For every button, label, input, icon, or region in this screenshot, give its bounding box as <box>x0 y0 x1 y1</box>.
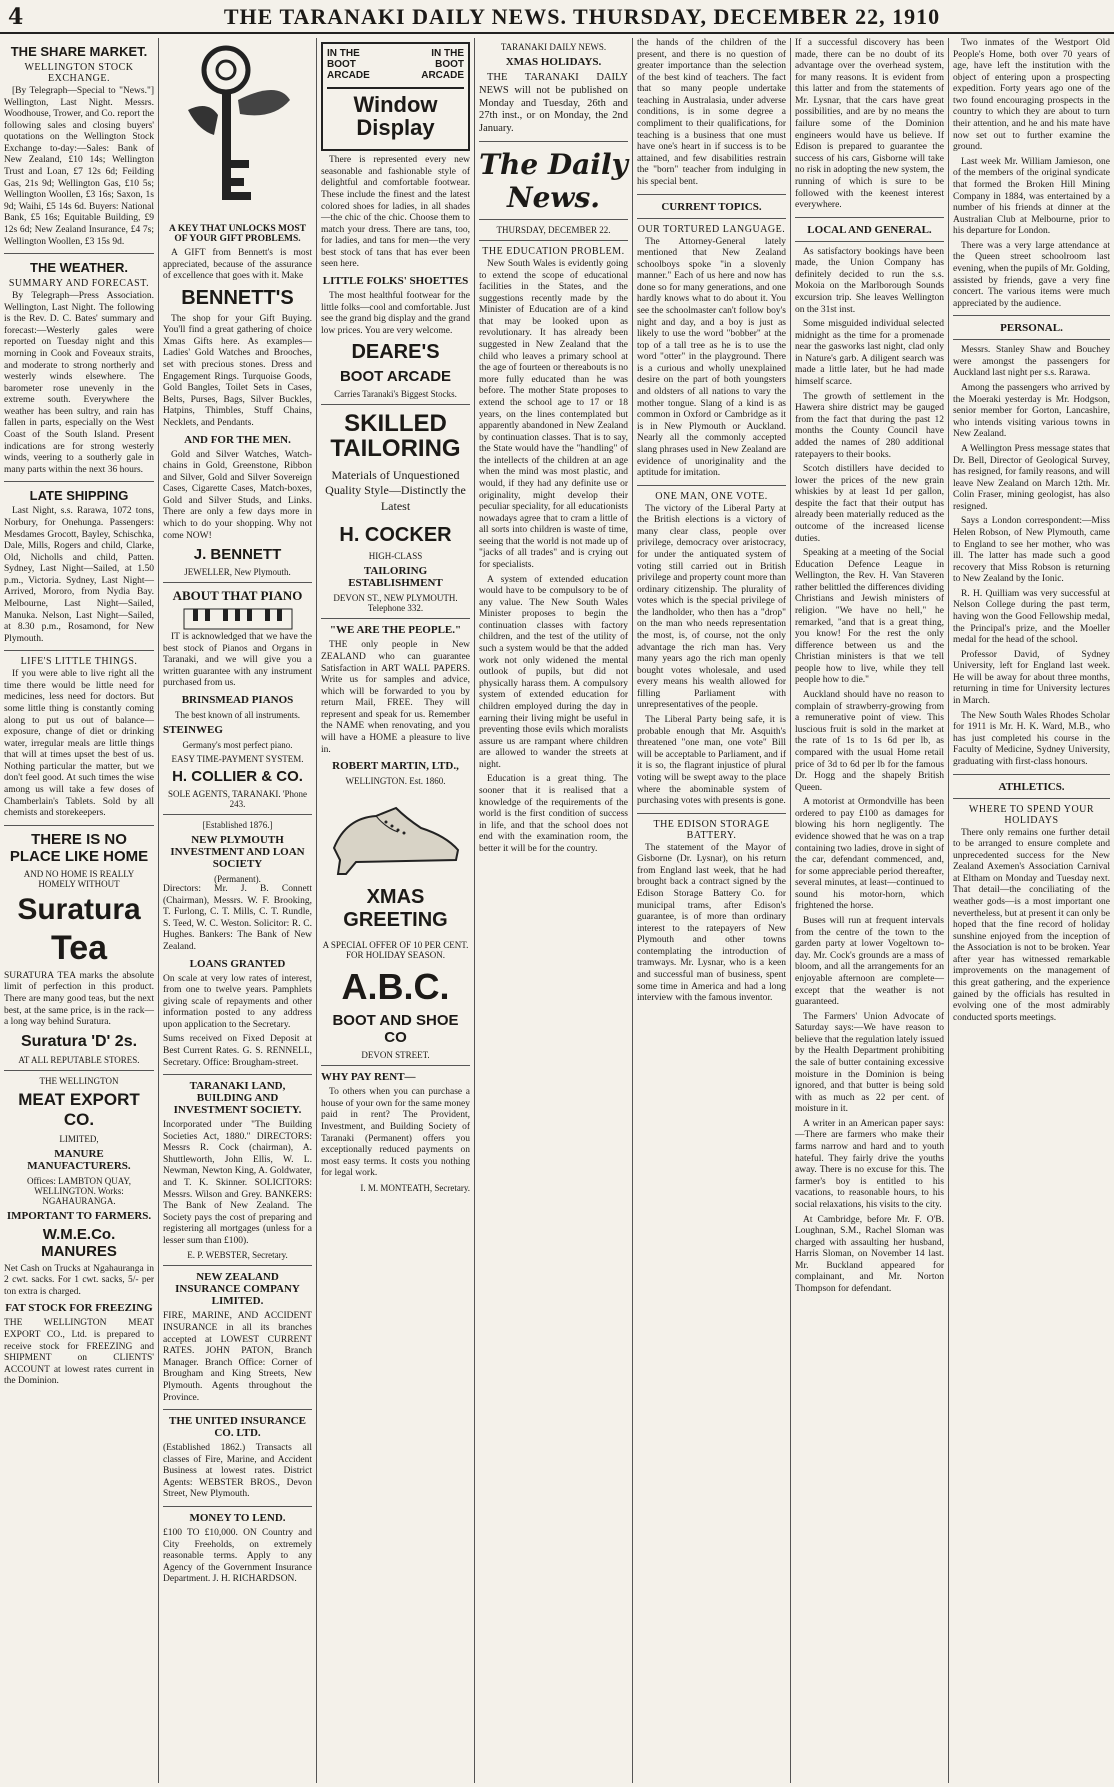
divider <box>163 1506 312 1507</box>
tailoring-heading: TAILORING ESTABLISHMENT <box>348 565 443 590</box>
wmeco-heading: W.M.E.Co. MANURES <box>41 1225 117 1260</box>
skilled-text: Materials of Unquestioned Quality Style—Distinctly the Latest <box>325 467 466 513</box>
column-4 <box>475 38 632 1783</box>
steinweg-heading: STEINWEG <box>163 724 223 737</box>
deposit-text: Sums received on Fixed Deposit at Best Current Rates. G. S. RENNELL, Secretary. Office: Brougham-street. <box>163 1034 312 1068</box>
tea-logo: Tea <box>50 928 108 967</box>
notice-text: THE TARANAKI DAILY NEWS will not be published on Monday and Tuesday, 26th and 27th inst., or on Monday, the 2nd January. <box>479 72 628 135</box>
paper-nameplate: The Daily News. <box>479 147 628 214</box>
abc-address: DEVON STREET. <box>361 1050 430 1061</box>
united-heading: THE UNITED INSURANCE CO. LTD. <box>169 1415 306 1440</box>
local-text-10: A writer in an American paper says:—There are farmers who make their farms narrow and hard and to youth hateful. They fairly drive the youths away. There is no excuse for this. The farmer's boy is entitled to his vacations, to reasonable hours, to his social relaxations, his visits to the city. <box>795 1118 944 1210</box>
shoettes-heading: LITTLE FOLKS' SHOETTES <box>322 274 469 287</box>
easy-payment: EASY TIME-PAYMENT SYSTEM. <box>171 754 304 765</box>
skilled-heading: SKILLED TAILORING <box>330 410 461 463</box>
money-heading: MONEY TO LEND. <box>189 1512 286 1524</box>
boot-text: There is represented every new seasonable and fashionable style of delightful and comfortable footwear. These include the finest and the latest colored shoes for ladies, in all shades—the chic of the chic. Choose them to match your dress. There are tans, too, for ladies, and tans for men—the very best stock of tans that has ever been seen here. <box>321 155 470 270</box>
top-text-1: Two inmates of the Westport Old People's Home, both over 70 years of age, have left the institution with the object of entering upon a prospecting expedition. Forty years ago one of the two found encouraging prospects in the country to which they are about to turn their attention, and he and his mate have now set out to further examine the ground. <box>953 38 1110 153</box>
local-text-6: Auckland should have no reason to complain of strawberry-growing from a remunerative point of view. This luscious fruit is sold in the market at the rate of 1s to 1s 6d per lb, as compared with the usual Home retail price of 3d to 6d per lb for the famous Dr. Hogg and the shapely British Queen. <box>795 690 944 793</box>
divider <box>479 219 628 220</box>
jeweller-name: J. BENNETT <box>193 546 282 564</box>
abc-sub: BOOT AND SHOE CO <box>332 1012 459 1047</box>
gents-text: Gold and Silver Watches, Watch-chains in Gold, Greenstone, Ribbon and Silver, Gold and Silver Sovereign Cases, Cigarette Cases, Match-boxes, Gold and Silver Studs, and Links. There are only a few days more in which to do your shopping. Why not come NOW! <box>163 449 312 541</box>
local-text-9: The Farmers' Union Advocate of Saturday says:—We have reason to believe that the regulation lately issued by the Health Department prohibiting the sale of butter containing excessive moisture in the Dominion is being ignored, and that butter is being sold with as much as 22 per cent. of moisture in it. <box>795 1011 944 1115</box>
divider <box>637 813 786 814</box>
local-text-5: Speaking at a meeting of the Social Education Defence League in Wellington, the Rev. H. Van Staveren rather belittled the differences dividing Christians and Jewish ministers of religion. "We have no hell," he remarked, "and that is a great thing, you know! For the rest the only difference between us and the Christian ministers is that we tell people how to live, while they tell people how to die." <box>795 548 944 686</box>
fat-stock-heading: FAT STOCK FOR FREEZING <box>5 1302 153 1315</box>
little-things-text: If you were able to live right all the time there would be little need for medicines, less need for doctors. But some little thing is constantly coming along to put us out of balance—exposure, change of diet or drinking water, irregular meals are little things that will at times upset the best of us. Nothing particular the matter, but we don't feel good. At such times the wise among us will take a few doses of Chamberlain's Tablets. Sold by all chemists and storekeepers. <box>4 669 154 819</box>
divider <box>4 481 154 482</box>
education-text-2: A system of extended education would have to be compulsory to be of any value. The New South Wales Minister proposes to begin the continuation classes with factory children, and the test of the utility of such a system would be that the added work not only widened the mental outlook of pupils, but did not physically harass them. A compulsory system of extended education for children employed during the day in earning their living might be useful in preventing those evils which moralists assure us are rampant where children are allowed to wander the streets at night. <box>479 574 628 770</box>
brinsmead-text: The best known of all instruments. <box>175 710 300 721</box>
fat-stock-text: THE WELLINGTON MEAT EXPORT CO., Ltd. is prepared to receive stock for FREEZING and SHIPMENT on CLIENTS' ACCOUNT at lowest rates current in the Dominion. <box>4 1318 154 1387</box>
local-text-11: At Cambridge, before Mr. F. O'B. Loughnan, S.M., Rachel Sloman was charged with assaulting her husband, Harris Sloman, on November 14 last. Mr. Buckland appeared for complainant, and Mr. Norton Thompson for defendant. <box>795 1214 944 1294</box>
divider <box>163 582 312 583</box>
greeting-sub: A SPECIAL OFFER OF 10 PER CENT. FOR HOLIDAY SEASON. <box>322 940 469 961</box>
notice-title: XMAS HOLIDAYS. <box>505 56 602 68</box>
personal-text-3: A Wellington Press message states that Dr. Bell, Director of Geological Survey, has resigned, for family reasons, and will leave New Zealand on March 12th. Mr. Colin Fraser, mining geologist, has also resigned. <box>953 443 1110 512</box>
athletics-heading: ATHLETICS. <box>998 780 1065 793</box>
jeweller-sub: JEWELLER, New Plymouth. <box>184 567 291 578</box>
piano-heading: ABOUT THAT PIANO <box>172 588 303 604</box>
gents-heading: AND FOR THE MEN. <box>184 433 291 446</box>
home-heading: THERE IS NO PLACE LIKE HOME <box>9 830 149 865</box>
abc-heading: A.B.C. <box>341 966 450 1008</box>
local-text-1: As satisfactory bookings have been made, the Union Company has definitely decided to run the s.s. Mokoia on the Marlborough Sounds excursion trip. She leaves Wellington on the 31st inst. <box>795 246 944 315</box>
local-text-4: Scotch distillers have decided to lower the prices of the new grain whiskies by at least 1d per gallon, despite the fact that their output has already been materially reduced as the outcome of the increased license duties. <box>795 464 944 544</box>
piano-text: IT is acknowledged that we have the best stock of Pianos and Organs in Taranaki, and we will give you a written guarantee with any instrument purchased from us. <box>163 632 312 689</box>
divider <box>637 218 786 219</box>
topics-heading: CURRENT TOPICS. <box>661 200 762 213</box>
stores-line: AT ALL REPUTABLE STORES. <box>18 1054 140 1065</box>
cocker-address: DEVON ST., NEW PLYMOUTH. <box>333 593 458 604</box>
boot-arcade-row <box>327 48 464 81</box>
farmers-heading: IMPORTANT TO FARMERS. <box>6 1209 152 1222</box>
local-text-3: The growth of settlement in the Hawera shire district may be gauged from the fact that during the past 12 months the County Council have added the names of 280 additional ratepayers to their books. <box>795 391 944 460</box>
personal-text-5: R. H. Quilliam was very successful at Nelson College during the past term, having won the Good Fellowship medal, the Principal's prize, and the Moeller medal for the head of the school. <box>953 588 1110 646</box>
martin-sub: WELLINGTON. Est. 1860. <box>345 776 446 787</box>
vote-text: The victory of the Liberal Party at the British elections is a victory of many clear class, people over privilege, democracy over aristocracy, for under the antiquated system of voting still carried out in British privilege and property count more than ordinary citizenship. The plurality of votes which is the special privilege of the landholder, who then has a "drop" on the man who needs representation the most, is, of course, not the only advantage the rich man has. Very many years ago the rich man openly bought votes wholesale, and used every means his wealth allowed for filling Parliament with unrepresentatives of the people. <box>637 503 786 711</box>
share-market-text: [By Telegraph—Special to "News."] Wellington, Last Night. Messrs. Woodhouse, Trower, and Co. report the following sales and closing buyers' quotations on the Wellington Stock Exchange to-day:—Sales: Bank of New Zealand, £10 14s; Wellington Trust and Loan, £7 12s 6d; Feilding Gas, 21s 9d; Wellington Gas, £10 5s; Wellington Woollen, £3 16s; Saxon, 1s 9d; Waihi, £5 14s 6d. Buyers: National Bank, £5 16s; Equitable Building, £9 12s 6d; New Zealand Insurance, £4 7s; Wellington Woollen, £3 15s 9d. <box>4 86 154 247</box>
key-illustration-icon <box>178 40 298 220</box>
tlbis-text: Incorporated under "The Building Societies Act, 1880." DIRECTORS: Messrs R. Cock (chairman), A. Shuttleworth, John Ellis, W. L. Newman, Newton King, A. Goldwater, and T. K. Skinner. SOLICITORS: Messrs. Wilson and Grey. BANKERS: The Bank of New Zealand. The Society pays the cost of preparing and registering all mortgages (unless for a lesser sum than £100). <box>163 1120 312 1246</box>
shipping-heading: LATE SHIPPING <box>29 488 129 504</box>
storage-continued: If a successful discovery has been made, there can be no doubt of its advantage over the overhead system, for many reasons. It is evident from this latter and from the statements of Mr. Lysnar, that the cars have great possibilities, and are by no means the failure some of the Dominion engineers would have us believe. If Edison is prepared to guarantee the success of his cars, Gisborne will take no risk in adopting the new system, the running of which is sure to be followed with the keenest interest everywhere. <box>795 38 944 211</box>
divider <box>479 141 628 142</box>
divider <box>4 825 154 826</box>
boot-right: IN THE BOOT ARCADE <box>421 48 464 81</box>
brinsmead-heading: BRINSMEAD PIANOS <box>181 694 294 707</box>
meat-export-heading: MEAT EXPORT CO. <box>18 1089 140 1129</box>
vote-text-2: The Liberal Party being safe, it is probable enough that Mr. Asquith's threatened "one man, one vote" Bill will be acceptable to Parliament, and if it is so, the flagrant injustice of plural voting will be swept away to the place where the abominable system of purchasing votes with presents is gone. <box>637 715 786 807</box>
weather-text: By Telegraph—Press Association. Wellington, Last Night. The following is the Rev. D. C. Bates' summary and forecast:—Westerly gales were reported on Tuesday night and this morning in Cook and Foveaux straits, and moderate to strong northerly and westerly winds elsewhere. The barometer rose unevenly in the extreme south. Everywhere the weather has been sultry, and rain has fallen in parts, especially on the West Coast of the South Island. Present indications are for strong westerly winds, veering to a southerly gale in many parts within the next 36 hours. <box>4 291 154 475</box>
personal-text-7: The New South Wales Rhodes Scholar for 1911 is Mr. H. K. Ward, M.B., who has just completed his course in the Faculty of Medicine, Sydney University, graduating with first-class honours. <box>953 710 1110 767</box>
npis-heading: NEW PLYMOUTH INVESTMENT AND LOAN SOCIETY <box>170 834 305 871</box>
personal-text-2: Among the passengers who arrived by the Moeraki yesterday is Mr. Hodgson, senior member for Gorton, Lancashire, who intends visiting various towns in New Zealand. <box>953 383 1110 440</box>
topics-text: The Attorney-General lately mentioned that New Zealand schoolboys spoke "in a slovenly manner." Each of us here and now has done so for many generations, and one hardly knows what to do about it. You see the schoolmaster can't follow boy's night and day, and a boy is just as likely to use the word "bobber" at the top of a tall tree as he is to use the word "otter" in the playground. There is a curious and wholly unexplained desire on the part of both youngsters and oldsters of all nations to vary the mother tongue. Slang of a kind is as common in Oxford or Cambridge as it is in New Plymouth or Auckland. Nearly all the commonly accepted slang phrases used in New Zealand are evidence of unoriginality and the aptitude for imitation. <box>637 236 786 479</box>
masthead <box>0 0 1114 34</box>
divider <box>953 315 1110 316</box>
people-text: THE only people in New ZEALAND who can guarantee Satisfaction in ART WALL PAPERS. Write us for samples and advice, which will be forwarded to you by return Mail, FREE. They will represent and speak for us. Remember the NAME when renovating, and you will have a HOME a pleasure to live in. <box>321 640 470 755</box>
education-continued: the hands of the children of the present, and there is no question of greater importance than the selection of the best kind of teachers. The fact that so many people undertake teaching in Australasia, under adverse conditions, is in some degree a compliment to their qualifications, for teaching is a business that one must have one's heart in if success is to be attained, and few disabilities restrain the "born" teacher from indulging in his special bent. <box>637 38 786 187</box>
window-display-heading: Window Display <box>327 87 464 139</box>
storage-heading: THE EDISON STORAGE BATTERY. <box>653 818 770 841</box>
tlbis-secretary: E. P. WEBSTER, Secretary. <box>187 1250 288 1261</box>
people-heading: "WE ARE THE PEOPLE." <box>329 624 462 637</box>
piano-keys-icon <box>183 608 293 630</box>
shoettes-text: The most healthful footwear for the little folks—cool and comfortable. Just see the grand big display and the grand low prices. You are very welcome. <box>321 290 470 336</box>
personal-text-4: Says a London correspondent:—Miss Helen Robson, of New Plymouth, came to England to see her mother, who was ill. The latter has made such a good recovery that Miss Robson is returning to New Zealand by the Ionic. <box>953 516 1110 585</box>
offices-line: Offices: LAMBTON QUAY, WELLINGTON. Works: NGAHAURANGA. <box>27 1175 131 1206</box>
column-2 <box>159 38 316 1783</box>
deare-heading: DEARE'S <box>351 341 440 364</box>
arcade-heading: BOOT ARCADE <box>339 368 452 386</box>
steinweg-text: Germany's most perfect piano. <box>182 740 293 751</box>
shipping-text: Last Night, s.s. Rarawa, 1072 tons, Norbury, for Onehunga. Passengers: Mesdames Grocott, Bayley, Schischka, Dale, Mills, Rogers and child, Clarke, Old, Nicholls and child, Patten. Sydney, Last Night—Sailed, at 1.50 p.m., Victoria. Sydney, Last Night—Arrived, Mororo, from Nydia Bay. Melbourne, Last Night—Sailed, Manuka. Nelson, Last Night—Sailed, at 8.30 p.m., Rosamond, for New Plymouth. <box>4 506 154 644</box>
rent-signature: I. M. MONTEATH, Secretary. <box>360 1182 470 1193</box>
divider <box>953 798 1110 799</box>
weather-heading: THE WEATHER. <box>30 260 128 276</box>
cocker-heading: H. COCKER <box>339 524 452 547</box>
vote-heading: ONE MAN, ONE VOTE. <box>655 490 768 502</box>
local-text-7: A motorist at Ormondville has been ordered to pay £100 as damages for blowing his horn negligently. The evidence showed that he was on a trap containing two ladies, drove in sight of the car, defendant commenced, and, for some appreciable period thereafter, several minutes, at least—continued to sound his motor-horn, which frightened the horse. <box>795 797 944 912</box>
rent-heading: WHY PAY RENT— <box>321 1071 416 1084</box>
greeting-heading: XMAS GREETING <box>343 886 448 932</box>
npis-sub: (Permanent). <box>214 874 261 885</box>
collier-heading: H. COLLIER & CO. <box>172 768 303 786</box>
tea-d-heading: Suratura 'D' 2s. <box>20 1032 138 1050</box>
personal-heading: PERSONAL. <box>1000 322 1063 335</box>
athletics-text: There only remains one further detail to be arranged to ensure complete and unprecedented success for the New Zealand Axemen's Association Carnival at Eltham on Monday and Tuesday next. That detail—the conciliating of the weather gods—is a most important one nevertheless, but at present it can only be hoped that the fine record of holiday sunshine enjoyed from the inception of the Association is not to be broken. Year after year has witnessed remarkable improvements on the management of this great gathering, and the experience gained by the officials has resulted in evolving one of the most admirably conducted sports meetings. <box>953 827 1110 1023</box>
collier-sub: SOLE AGENTS, TARANAKI. 'Phone 243. <box>168 789 307 810</box>
divider <box>795 241 944 242</box>
divider <box>163 1074 312 1075</box>
column-5 <box>633 38 790 1783</box>
money-text: £100 TO £10,000. ON Country and City Freeholds, on extremely reasonable terms. Apply to any Agency of the Government Insurance Department. J. H. RICHARDSON. <box>163 1528 312 1585</box>
rent-text: To others when you can purchase a house of your own for the same money paid in rent? The Provident, Investment, and Building Society of Taranaki (Permanent) offers you exceptionally reduced payments on most easy terms. It costs you nothing for legal work. <box>321 1087 470 1179</box>
share-market-heading: THE SHARE MARKET. <box>10 44 148 59</box>
divider <box>953 339 1110 340</box>
gift-heading: A KEY THAT UNLOCKS MOST OF YOUR GIFT PROBLEMS. <box>169 224 306 244</box>
divider <box>4 1070 154 1071</box>
loans-heading: LOANS GRANTED <box>189 957 286 970</box>
local-text-2: Some misguided individual selected midnight as the time for a promenade near the gasworks last night, clad only in Nature's garb. A diligent search was made a little later, but he had made himself scarce. <box>795 319 944 388</box>
suratura-logo: Suratura <box>17 892 141 926</box>
divider <box>637 194 786 195</box>
divider <box>321 1065 470 1066</box>
storage-text: The statement of the Mayor of Gisborne (Dr. Lysnar), on his return from England last week, that he had brought back a contract signed by the Edison Storage Battery Co. for municipal trams, after Edison's guarantee, is of more than ordinary interest to the ratepayers of New Plymouth and other towns contemplating the introduction of tramways. Mr. Lysnar, who is a keen and successful man of business, spent some time in America and had a long interview with the famous inventor. <box>637 842 786 1004</box>
personal-text-1: Messrs. Stanley Shaw and Bouchey were amongst the passengers for Auckland last night per s.s. Rarawa. <box>953 345 1110 379</box>
little-things-heading: LIFE'S LITTLE THINGS. <box>20 656 138 668</box>
divider <box>321 404 470 405</box>
top-text-3: There was a very large attendance at the Queen street schoolroom last evening, when the pupils of Mr. Golding, assisted by friends, gave a very fine concert. The various items were much appreciated by the audience. <box>953 240 1110 309</box>
tlbis-heading: TARANAKI LAND, BUILDING AND INVESTMENT SOCIETY. <box>173 1080 302 1117</box>
cocker-sub: HIGH-CLASS <box>368 551 423 562</box>
share-market-subheading: WELLINGTON STOCK EXCHANGE. <box>24 62 134 84</box>
divider <box>163 814 312 815</box>
education-heading: THE EDUCATION PROBLEM. <box>482 245 625 257</box>
gift-text: A GIFT from Bennett's is most appreciated, because of the assurance of excellence that goes with it. Make <box>163 248 312 282</box>
education-text-3: Education is a great thing. The sooner that it is realised that a knowledge of the requirements of the world is the first condition of success in life, and that the school does not end with the examination room, the better it will be for the country. <box>479 774 628 854</box>
arcade-sub: Carries Taranaki's Biggest Stocks. <box>334 389 457 400</box>
column-3 <box>317 38 474 1783</box>
topics-subheading: OUR TORTURED LANGUAGE. <box>637 223 786 235</box>
education-text: New South Wales is evidently going to extend the scope of educational facilities in the States, and the suggestions recently made by the Minister of Education are of a kind that may be looked upon as revolutionary. It has already been suggested in New Zealand that the child who leaves a primary school at the age of fourteen or thereabouts is no more fully educated than he was before. The mother State proposes to extend the school age to 17 or 18 years, on the lines contemplated but apparently abandoned in New Zealand by continuation classes. That is to say, the State would have the "handling" of the intellects of the children at an age when the mind was most plastic, and would, if they had any definite use or originality, might develop their peculiar speciality, for all educationists nowadays agree that to cram a little of all sorts into children is waste of time, seeing that the world is not made up of "jacks of all trades" and is crying out for specialists. <box>479 258 628 571</box>
column-6 <box>791 38 948 1783</box>
divider <box>321 618 470 619</box>
newspaper-title: THE TARANAKI DAILY NEWS. THURSDAY, DECEMBER 22, 1910 <box>223 4 941 29</box>
meat-sub: THE WELLINGTON <box>39 1075 119 1086</box>
personal-text-6: Professor David, of Sydney University, left for England last week. He will be away for about three months, returning in time for University lectures in March. <box>953 649 1110 707</box>
martin-heading: ROBERT MARTIN, LTD., <box>332 760 459 773</box>
bennett-text: The shop for your Gift Buying. You'll find a great gathering of choice Xmas Gifts here. As examples— Ladies' Gold Watches and Brooches, set with precious stones. Dress and Engagement Rings. Turquoise Goods, Gold Bangles, Toilet Sets in Cases, Belts, Purses, Bags, Silver Buckles, Hatpins, Thimbles, Stuff Chains, Necklets, and Pendants. <box>163 313 312 428</box>
united-text: (Established 1862.) Transacts all classes of Fire, Marine, and Accident Business at lowest rates. District Agents: WEBSTER BROS., Devon Street, New Plymouth. <box>163 1443 312 1500</box>
leader-date: THURSDAY, DECEMBER 22. <box>496 224 611 235</box>
divider <box>637 485 786 486</box>
athletics-subheading: WHERE TO SPEND YOUR HOLIDAYS <box>968 803 1095 826</box>
notice-head: TARANAKI DAILY NEWS. <box>500 42 607 52</box>
divider <box>953 774 1110 775</box>
divider <box>479 240 628 241</box>
top-text-2: Last week Mr. William Jamieson, one of the members of the original syndicate that formed the Broken Hill Mining Company in 1884, was entertained by a number of his friends at dinner at the Australian Club at Melbourne, prior to his departure for London. <box>953 156 1110 237</box>
boot-arcade-box <box>321 42 470 151</box>
column-7 <box>949 38 1114 1783</box>
column-1 <box>0 38 158 1783</box>
home-subheading: AND NO HOME IS REALLY HOMELY WITHOUT <box>23 868 135 889</box>
divider <box>163 1265 312 1266</box>
established-line: [Established 1876.] <box>202 820 273 831</box>
tea-text: SURATURA TEA marks the absolute limit of perfection in this product. There are many good teas, but the next best, at the same price, is in the rack—a long way behind Suratura. <box>4 970 154 1028</box>
shoe-illustration-icon <box>326 788 466 878</box>
bennetts-heading: BENNETT'S <box>181 286 294 309</box>
weather-subheading: SUMMARY AND FORECAST. <box>8 278 150 290</box>
cocker-telephone: Telephone 332. <box>367 603 424 614</box>
manure-heading: MANURE MANUFACTURERS. <box>27 1147 131 1172</box>
local-heading: LOCAL AND GENERAL. <box>807 223 932 236</box>
boot-left: IN THE BOOT ARCADE <box>327 48 370 81</box>
page-number: 4 <box>8 4 24 30</box>
nzins-heading: NEW ZEALAND INSURANCE COMPANY LIMITED. <box>175 1271 300 1308</box>
meat-limited: LIMITED, <box>59 1133 99 1144</box>
nzins-text: FIRE, MARINE, AND ACCIDENT INSURANCE in all its branches accepted at LOWEST CURRENT RATES. JOHN PATON, Branch Manager. Branch Office: Corner of Brougham and King Streets, New Plymouth. Agents throughout the Province. <box>163 1311 312 1403</box>
manure-text: Net Cash on Trucks at Ngahauranga in 2 cwt. sacks. For 1 cwt. sacks, 5/- per ton extra is charged. <box>4 1263 154 1297</box>
local-text-8: Buses will run at frequent intervals from the centre of the town to the garden party at lower Vogeltown to-day. Mr. Cock's grounds are a mass of bloom, and all the arrangements for an enjoyable afternoon are complete—except that the weather is not guaranteed. <box>795 916 944 1008</box>
divider <box>4 253 154 254</box>
divider <box>795 217 944 218</box>
divider <box>4 650 154 651</box>
divider <box>163 1409 312 1410</box>
npis-text: Directors: Mr. J. B. Connett (Chairman), Messrs. W. F. Brooking, T. Furlong, C. T. Mills, C. T. Rundle, S. Teed, W. C. Weston. Solicitor: R. C. Hughes. Bankers: The Bank of New Zealand. <box>163 884 312 952</box>
loans-text: On scale at very low rates of interest, from one to twelve years. Pamphlets giving scale of repayments and other information posted to any address upon application to the Secretary. <box>163 973 312 1030</box>
